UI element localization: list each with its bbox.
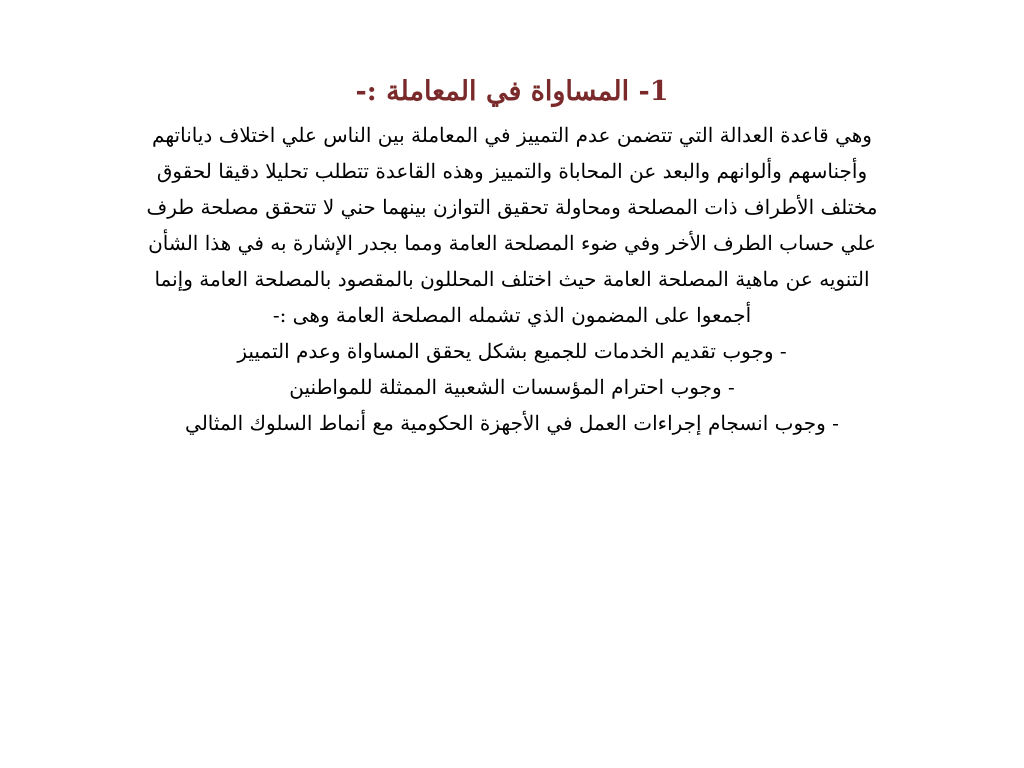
body-line: التنويه عن ماهية المصلحة العامة حيث اختلف المحللون بالمقصود بالمصلحة العامة وإنما: [154, 267, 870, 291]
bullet-line: - وجوب تقديم الخدمات للجميع بشكل يحقق المساواة وعدم التمييز: [237, 339, 787, 363]
body-line: وأجناسهم وألوانهم والبعد عن المحاباة والتمييز وهذه القاعدة تتطلب تحليلا دقيقا لحقوق: [156, 159, 868, 183]
slide-title: 1- المساواة في المعاملة :-: [355, 76, 669, 107]
bullet-line: - وجوب انسجام إجراءات العمل في الأجهزة الحكومية مع أنماط السلوك المثالي: [185, 411, 839, 435]
body-line: مختلف الأطراف ذات المصلحة ومحاولة تحقيق التوازن بينهما حني لا تتحقق مصلحة طرف: [146, 195, 878, 219]
slide-body: [40, 117, 984, 441]
body-line: أجمعوا على المضمون الذي تشمله المصلحة العامة وهى :-: [272, 303, 752, 327]
body-line: علي حساب الطرف الأخر وفي ضوء المصلحة العامة ومما بجدر الإشارة به في هذا الشأن: [148, 231, 876, 255]
bullet-line: - وجوب احترام المؤسسات الشعبية الممثلة للمواطنين: [289, 375, 735, 399]
body-line: وهي قاعدة العدالة التي تتضمن عدم التمييز في المعاملة بين الناس علي اختلاف دياناتهم: [152, 123, 872, 147]
